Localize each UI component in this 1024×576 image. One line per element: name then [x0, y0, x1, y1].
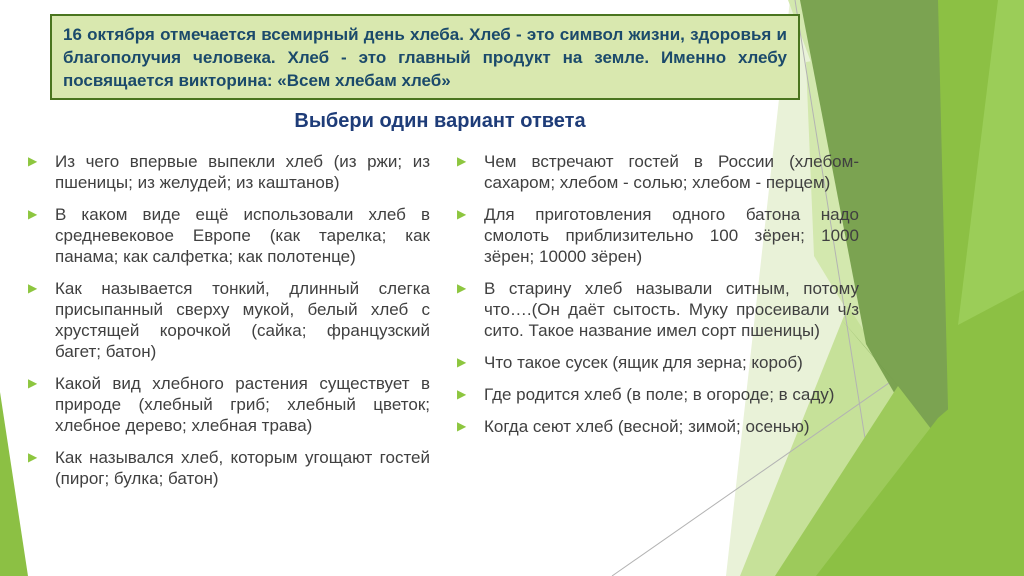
- quiz-question: Из чего впервые выпекли хлеб (из ржи; из пшеницы; из желудей; из каштанов): [55, 152, 430, 192]
- list-item: [457, 384, 874, 405]
- bullet-arrow-icon: ▶: [457, 154, 467, 168]
- list-item: [28, 204, 445, 267]
- quiz-question: Для приготовления одного батона надо смолоть приблизительно 100 зёрен; 1000 зёрен; 10000 зёрен): [484, 205, 859, 266]
- list-item: [457, 204, 874, 267]
- quiz-question: Как назывался хлеб, которым угощают гостей (пирог; булка; батон): [55, 448, 430, 488]
- quiz-columns: [28, 151, 874, 489]
- quiz-question: Где родится хлеб (в поле; в огороде; в саду): [484, 385, 835, 404]
- facet-shape-left-wedge: [0, 392, 28, 576]
- bullet-arrow-icon: ▶: [457, 207, 467, 221]
- page-title: Выбери один вариант ответа: [294, 110, 586, 132]
- quiz-question: Чем встречают гостей в России (хлебом-сахаром; хлебом - солью; хлебом - перцем): [484, 152, 859, 192]
- list-item: [28, 151, 445, 193]
- bullet-arrow-icon: ▶: [457, 281, 467, 295]
- list-item: [457, 151, 874, 193]
- list-item: [28, 278, 445, 362]
- bullet-arrow-icon: ▶: [28, 207, 38, 221]
- quiz-question: Что такое сусек (ящик для зерна; короб): [484, 353, 803, 372]
- quiz-question: Какой вид хлебного растения существует в природе (хлебный гриб; хлебный цветок; хлебное дерево; хлебная трава): [55, 374, 430, 435]
- list-item: [28, 447, 445, 489]
- quiz-question: Когда сеют хлеб (весной; зимой; осенью): [484, 417, 810, 436]
- bullet-arrow-icon: ▶: [28, 450, 38, 464]
- quiz-question: Как называется тонкий, длинный слегка присыпанный сверху мукой, белый хлеб с хрустящей корочкой (сайка; французский багет; батон): [55, 279, 430, 361]
- bullet-arrow-icon: ▶: [457, 387, 467, 401]
- list-item: [28, 373, 445, 436]
- list-item: [457, 416, 874, 437]
- bullet-arrow-icon: ▶: [457, 355, 467, 369]
- bullet-arrow-icon: ▶: [28, 281, 38, 295]
- bullet-arrow-icon: ▶: [457, 419, 467, 433]
- list-item: [457, 352, 874, 373]
- quiz-question: В старину хлеб называли ситным, потому что….(Он даёт сытость. Муку просеивали ч/з сито. Такое название имел сорт пшеницы): [484, 279, 859, 340]
- bullet-arrow-icon: ▶: [28, 376, 38, 390]
- quiz-column-right: [457, 151, 874, 489]
- list-item: [457, 278, 874, 341]
- bullet-arrow-icon: ▶: [28, 154, 38, 168]
- header-text: 16 октября отмечается всемирный день хлеба. Хлеб - это символ жизни, здоровья и благополучия человека. Хлеб - это главный продукт на земле. Именно хлебу посвящается викторина: «Всем хлебам хлеб»: [63, 25, 787, 90]
- quiz-question: В каком виде ещё использовали хлеб в средневековое Европе (как тарелка; как панама; как салфетка; как полотенце): [55, 205, 430, 266]
- header-box: [50, 14, 800, 100]
- quiz-column-left: [28, 151, 445, 489]
